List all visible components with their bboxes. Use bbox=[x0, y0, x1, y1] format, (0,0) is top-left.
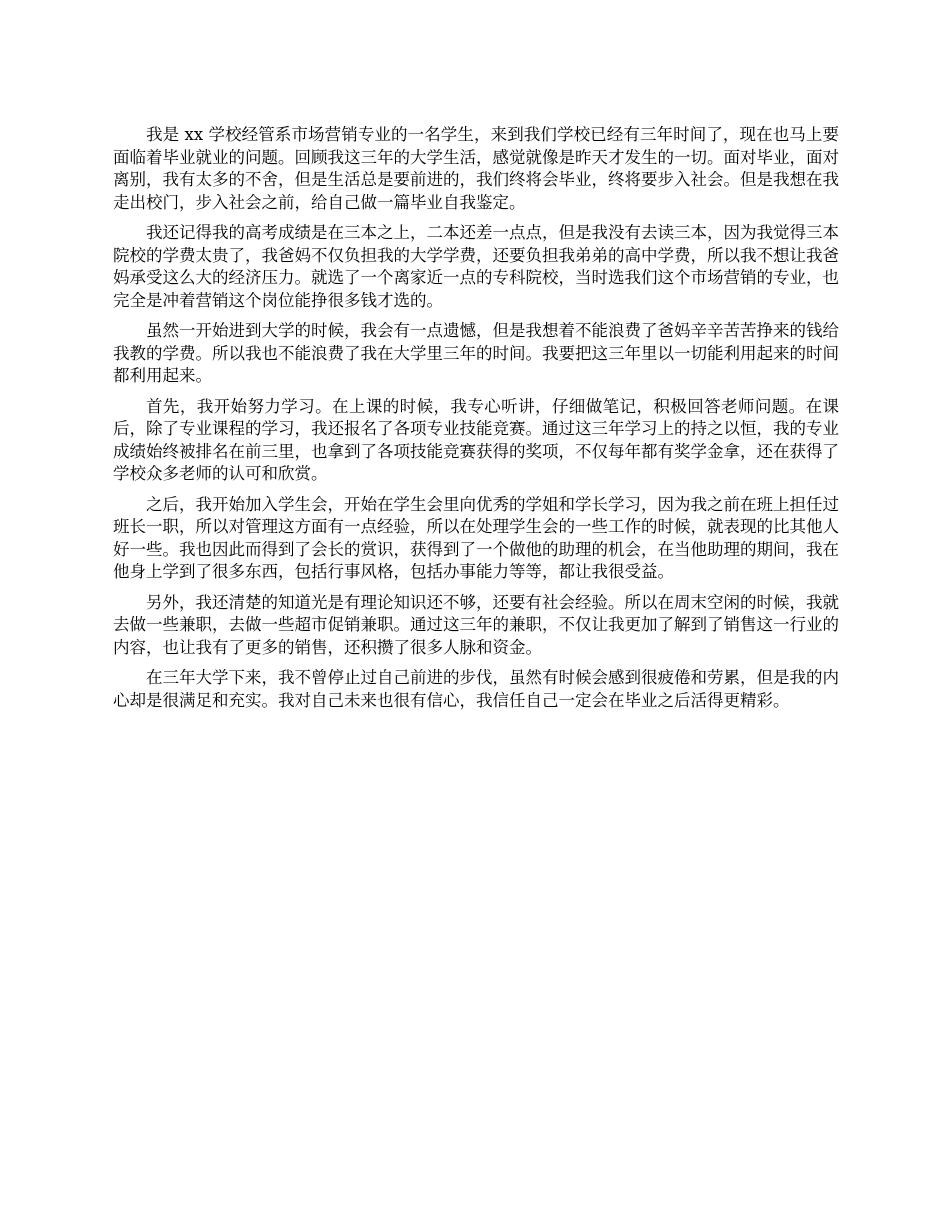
paragraph-part-time: 另外，我还清楚的知道光是有理论知识还不够，还要有社会经验。所以在周末空闲的时候，我就去做一些兼职，去做一些超市促销兼职。通过这三年的兼职，不仅让我更加了解到了销售这一行业的内容，也让我有了更多的销售，还积攒了很多人脉和资金。 bbox=[113, 592, 839, 657]
paragraph-study: 首先，我开始努力学习。在上课的时候，我专心听讲，仔细做笔记，积极回答老师问题。在课后，除了专业课程的学习，我还报名了各项专业技能竞赛。通过这三年学习上的持之以恒，我的专业成绩始终被排名在前三里，也拿到了各项技能竞赛获得的奖项，不仅每年都有奖学金拿，还在获得了学校众多老师的认可和欣赏。 bbox=[113, 396, 839, 483]
paragraph-intro: 我是 xx 学校经管系市场营销专业的一名学生，来到我们学校已经有三年时间了，现在也马上要面临着毕业就业的问题。回顾我这三年的大学生活，感觉就像是昨天才发生的一切。面对毕业，面对离别，我有太多的不舍，但是生活总是要前进的，我们终将会毕业，终将要步入社会。但是我想在我走出校门，步入社会之前，给自己做一篇毕业自我鉴定。 bbox=[113, 125, 839, 212]
paragraph-student-union: 之后，我开始加入学生会，开始在学生会里向优秀的学姐和学长学习，因为我之前在班上担任过班长一职，所以对管理这方面有一点经验，所以在处理学生会的一些工作的时候，就表现的比其他人好一些。我也因此而得到了会长的赏识，获得到了一个做他的助理的机会，在当他助理的期间，我在他身上学到了很多东西，包括行事风格，包括办事能力等等，都让我很受益。 bbox=[113, 494, 839, 581]
paragraph-conclusion: 在三年大学下来，我不曾停止过自己前进的步伐，虽然有时候会感到很疲倦和劳累，但是我的内心却是很满足和充实。我对自己未来也很有信心，我信任自己一定会在毕业之后活得更精彩。 bbox=[113, 668, 839, 710]
paragraph-resolve: 虽然一开始进到大学的时候，我会有一点遗憾，但是我想着不能浪费了爸妈辛辛苦苦挣来的钱给我教的学费。所以我也不能浪费了我在大学里三年的时间。我要把这三年里以一切能利用起来的时间都利用起来。 bbox=[113, 321, 839, 385]
document-body bbox=[113, 124, 839, 720]
paragraph-college-choice: 我还记得我的高考成绩是在三本之上，二本还差一点点，但是我没有去读三本，因为我觉得三本院校的学费太贵了，我爸妈不仅负担我的大学学费，还要负担我弟弟的高中学费，所以我不想让我爸妈承受这么大的经济压力。就选了一个离家近一点的专科院校，当时选我们这个市场营销的专业，也完全是冲着营销这个岗位能挣很多钱才选的。 bbox=[113, 223, 839, 310]
